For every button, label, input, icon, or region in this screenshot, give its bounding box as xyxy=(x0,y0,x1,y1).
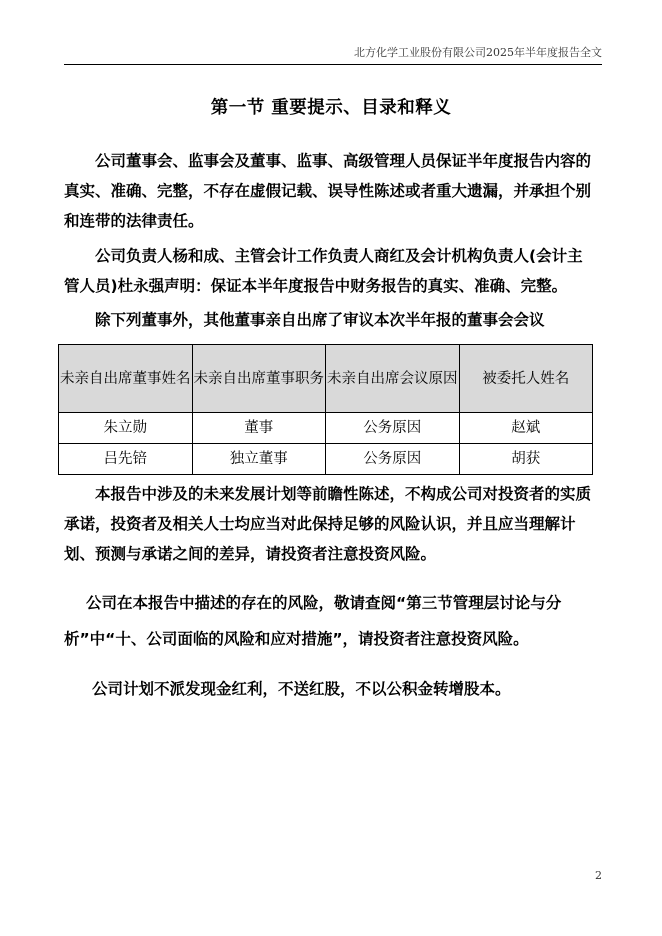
cell-director-position: 董事 xyxy=(192,413,326,444)
running-header: 北方化学工业股份有限公司2025年半年度报告全文 xyxy=(64,44,602,65)
header-proxy-name: 被委托人姓名 xyxy=(459,345,593,413)
cell-director-name: 吕先锫 xyxy=(59,444,193,475)
cell-proxy-name: 胡获 xyxy=(459,444,593,475)
absent-directors-table xyxy=(58,344,593,475)
header-director-position: 未亲自出席董事职务 xyxy=(192,345,326,413)
paragraph-directors-attendance: 除下列董事外，其他董事亲自出席了审议本次半年报的董事会会议 xyxy=(95,311,545,329)
table-row xyxy=(59,444,593,475)
cell-proxy-name: 赵斌 xyxy=(459,413,593,444)
cell-absence-reason: 公务原因 xyxy=(326,413,460,444)
paragraph-board-guarantee: 公司董事会、监事会及董事、监事、高级管理人员保证半年度报告内容的真实、准确、完整，不存在虚假记载、误导性陈述或者重大遗漏，并承担个别和连带的法律责任。 xyxy=(64,152,592,230)
paragraph-responsible-persons-statement: 公司负责人杨和成、主管会计工作负责人商红及会计机构负责人(会计主管人员)杜永强声明：保证本半年度报告中财务报告的真实、准确、完整。 xyxy=(64,247,583,295)
paragraph-forward-looking-statements: 本报告中涉及的未来发展计划等前瞻性陈述，不构成公司对投资者的实质承诺，投资者及相关人士均应当对此保持足够的风险认识，并且应当理解计划、预测与承诺之间的差异，请投资者注意投资风险。 xyxy=(64,485,592,563)
cell-director-position: 独立董事 xyxy=(192,444,326,475)
header-director-name: 未亲自出席董事姓名 xyxy=(59,345,193,413)
section-title: 第一节 重要提示、目录和释义 xyxy=(210,98,452,118)
table-header-row xyxy=(59,345,593,413)
cell-absence-reason: 公务原因 xyxy=(326,444,460,475)
page-number: 2 xyxy=(595,869,602,882)
cell-director-name: 朱立勋 xyxy=(59,413,193,444)
table-row xyxy=(59,413,593,444)
paragraph-risk-reference: 公司在本报告中描述的存在的风险，敬请查阅“第三节管理层讨论与分析”中“十、公司面临的风险和应对措施”，请投资者注意投资风险。 xyxy=(64,594,562,648)
paragraph-dividend-plan: 公司计划不派发现金红利，不送红股，不以公积金转增股本。 xyxy=(92,680,511,698)
header-absence-reason: 未亲自出席会议原因 xyxy=(326,345,460,413)
